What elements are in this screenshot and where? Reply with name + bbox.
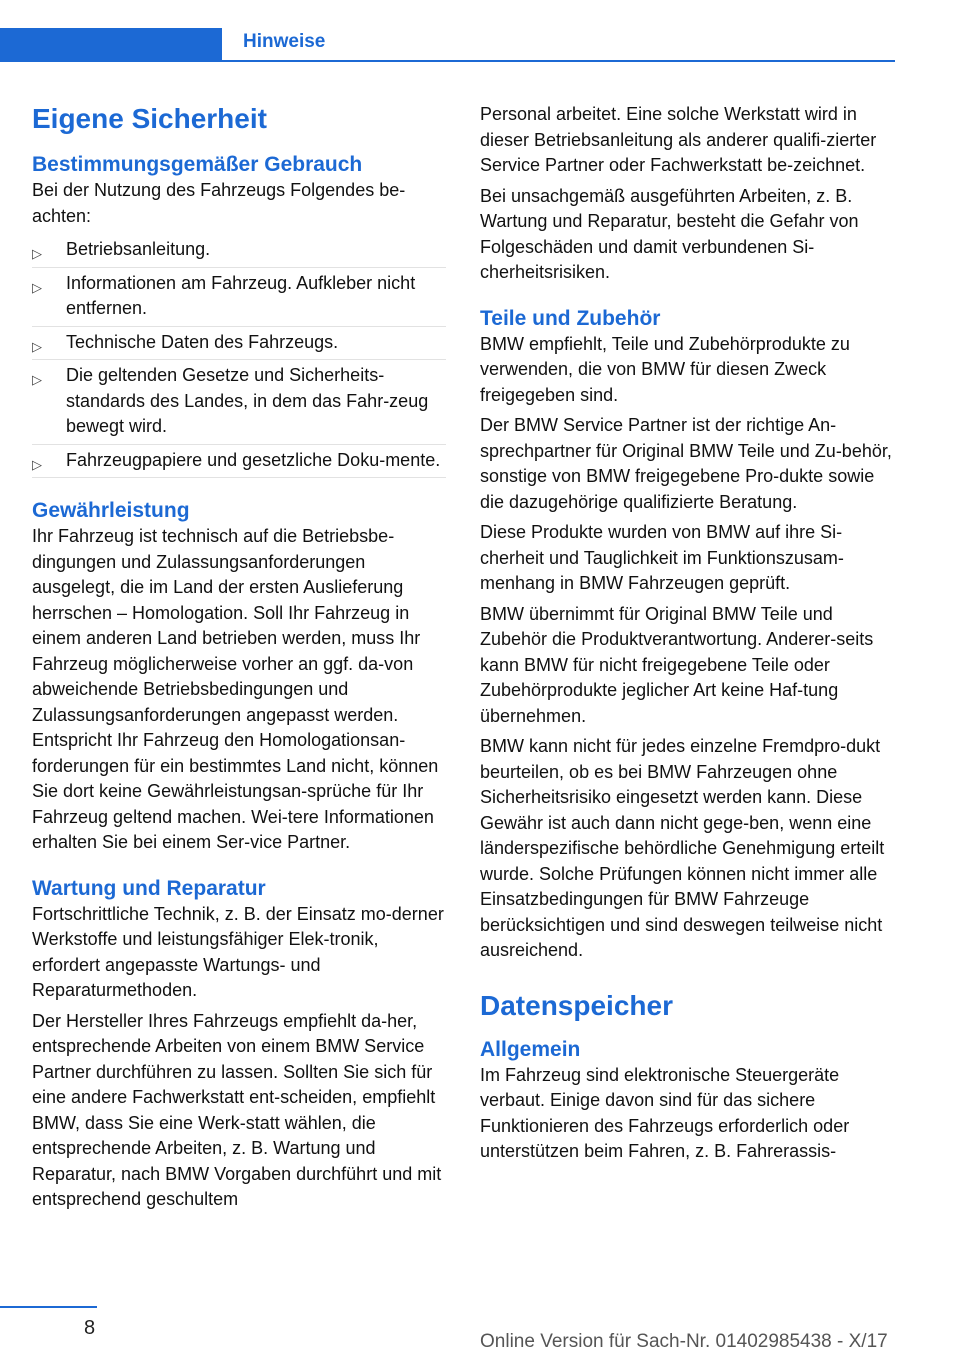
left-column (32, 100, 446, 1218)
footer-rule (0, 1306, 97, 1308)
page-number: 8 (84, 1317, 96, 1339)
triangle-bullet-icon: ▷ (32, 456, 42, 472)
chapter-title-datenspeicher: Datenspeicher (480, 989, 673, 1021)
heading-bestimmungsgemaesser-gebrauch: Bestimmungsgemäßer Gebrauch (32, 153, 363, 176)
online-version-note: Online Version für Sach-Nr. 01402985438 - X/17 (480, 1331, 888, 1352)
right-column (480, 102, 900, 1170)
parts-paragraph-3: Diese Produkte wurden von BMW auf ihre Si-cherheit und Tauglichkeit im Funktionszusam-menhang in BMW Fahrzeugen geprüft. (480, 522, 844, 593)
chapter-title: Eigene Sicherheit (32, 103, 267, 134)
parts-paragraph-1: BMW empfiehlt, Teile und Zubehörprodukte zu verwenden, die von BMW für diesen Zweck freigegeben sind. (480, 333, 850, 405)
maintenance-paragraph-2: Der Hersteller Ihres Fahrzeugs empfiehlt da-her, entsprechende Arbeiten von einem BMW Service Partner durchführen zu lassen. Sollten Sie sich für eine andere Fachwerkstatt ent-scheiden, empfiehlt BMW, dass Sie eine Werk-statt wählen, die entsprechende Arbeiten, z. B. Wartung und Reparatur, nach BMW Vorgaben durchführt und mit entsprechend geschultem (32, 1010, 442, 1209)
list-item: ▷ Informationen am Fahrzeug. Aufkleber nicht entfernen. (32, 268, 446, 327)
maintenance-paragraph-4: Bei unsachgemäß ausgeführten Arbeiten, z. B. Wartung und Reparatur, besteht die Gefahr von Folgeschäden und damit verbundenen Si-cherheitsrisiken. (480, 185, 859, 282)
maintenance-paragraph-3: Personal arbeitet. Eine solche Werkstatt wird in dieser Betriebsanleitung als anderer qualifi-zierter Service Partner oder Fachwerkstatt be-zeichnet. (480, 104, 877, 175)
section-title: Hinweise (243, 31, 326, 52)
triangle-bullet-icon: ▷ (32, 372, 42, 387)
parts-paragraph-5: BMW kann nicht für jedes einzelne Fremdpro-dukt beurteilen, ob es bei BMW Fahrzeugen ohne Sicherheitsrisiko eingesetzt werden kann. Diese Gewähr ist auch dann nicht gege-ben, wenn eine länderspezifische behördliche Genehmigung erteilt wurde. Solche Prüfungen können nicht immer alle Einsatzbedingungen für BMW Fahrzeuge berücksichtigen und sind deswegen teilweise nicht ausreichend. (480, 736, 885, 960)
maintenance-paragraph-1: Fortschrittliche Technik, z. B. der Einsatz mo-derner Werkstoffe und leistungsfähiger Elek-tronik, erfordert angepasste Wartungs- und Reparaturmethoden. (32, 903, 444, 1000)
triangle-bullet-icon: ▷ (32, 279, 42, 295)
parts-paragraph-2: Der BMW Service Partner ist der richtige An-sprechpartner für Original BMW Teile und Zu-behör, sonstige von BMW freigegebene Pro-dukte sowie die dazugehörige qualifizierte Beratung. (480, 415, 892, 512)
heading-teile-und-zubehoer: Teile und Zubehör (480, 306, 661, 330)
list-item: ▷ Die geltenden Gesetze und Sicherheits-standards des Landes, in dem das Fahr-zeug bewegt wird. (32, 360, 446, 445)
parts-paragraph-4: BMW übernimmt für Original BMW Teile und Zubehör die Produktverantwortung. Anderer-seits kann BMW für nicht freigegebene Teile oder Zubehörprodukte jeglicher Art keine Haf-tung übernehmen. (480, 603, 874, 726)
list-item: ▷ Technische Daten des Fahrzeugs. (32, 327, 446, 361)
general-paragraph-1: Im Fahrzeug sind elektronische Steuergeräte verbaut. Einige davon sind für das sichere Funktionieren des Fahrzeugs erforderlich oder unterstützen beim Fahren, z. B. Fahrerassis- (480, 1064, 850, 1161)
warranty-text: Ihr Fahrzeug ist technisch auf die Betriebsbe-dingungen und Zulassungsanforderungen ausgelegt, die im Land der ersten Auslieferung herrschen – Homologation. Soll Ihr Fahrzeug in einem anderen Land betrieben werden, muss Ihr Fahrzeug möglicherweise vorher an ggf. da-von abweichende Betriebsbedingungen und Zulassungsanforderungen angepasst werden. Entspricht Ihr Fahrzeug den Homologationsan-forderungen für ein bestimmtes Land nicht, können Sie dort keine Gewährleistungsan-sprüche für Ihr Fahrzeug geltend machen. Wei-tere Informationen erhalten Sie bei einem Ser-vice Partner. (32, 526, 439, 852)
header-rule (222, 60, 895, 62)
heading-allgemein: Allgemein (480, 1037, 581, 1061)
triangle-bullet-icon: ▷ (32, 246, 42, 261)
triangle-bullet-icon: ▷ (32, 338, 42, 354)
heading-gewaehrleistung: Gewährleistung (32, 499, 190, 522)
heading-wartung-und-reparatur: Wartung und Reparatur (32, 876, 266, 900)
usage-list (32, 234, 446, 478)
list-item: ▷ Fahrzeugpapiere und gesetzliche Doku-mente. (32, 445, 446, 479)
header-accent-block (0, 28, 222, 62)
list-item: ▷ Betriebsanleitung. (32, 234, 446, 268)
intro-text: Bei der Nutzung des Fahrzeugs Folgendes be-achten: (32, 180, 406, 226)
